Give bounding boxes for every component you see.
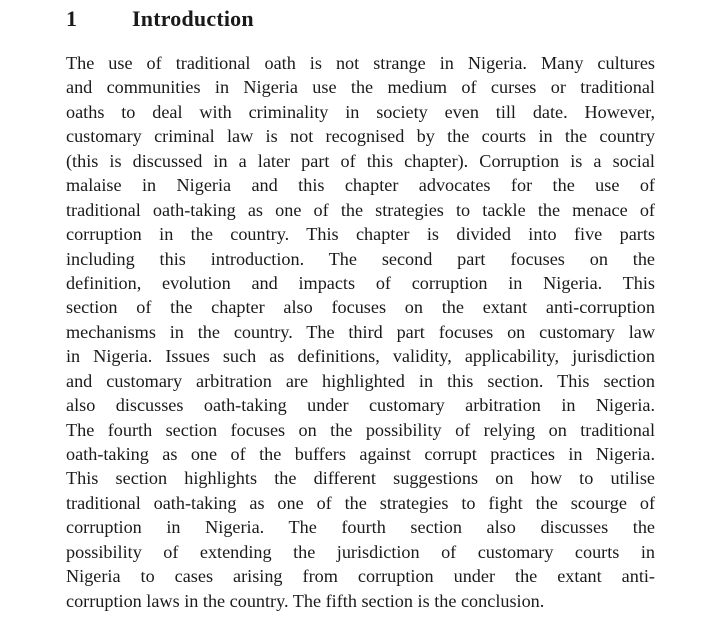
paragraph-line: This section highlights the different suggestions on how to utilise	[66, 468, 655, 489]
paragraph-line: possibility of extending the jurisdiction of customary courts in	[66, 541, 655, 562]
paragraph-line: including this introduction. The second part focuses on the	[66, 248, 655, 269]
paragraph-line: (this is discussed in a later part of this chapter). Corruption is a social	[66, 150, 655, 171]
paragraph-line: customary criminal law is not recognised by the courts in the country	[66, 126, 655, 147]
section-heading	[66, 4, 254, 34]
paragraph-line: Nigeria to cases arising from corruption under the extant anti-	[66, 566, 655, 587]
paragraph-line: and communities in Nigeria use the medium of curses or traditional	[66, 77, 655, 98]
paragraph-line: oath-taking as one of the buffers against corrupt practices in Nigeria.	[66, 444, 655, 464]
paragraph-line: The fourth section focuses on the possibility of relying on traditional	[66, 419, 655, 440]
paragraph-line: oaths to deal with criminality in society even till date. However,	[66, 101, 655, 122]
section-title: Introduction	[132, 6, 254, 31]
paragraph-line: section of the chapter also focuses on the extant anti-corruption	[66, 297, 655, 318]
paragraph-line: also discusses oath-taking under customary arbitration in Nigeria.	[66, 395, 655, 416]
paragraph-line: in Nigeria. Issues such as definitions, validity, applicability, jurisdiction	[66, 346, 655, 367]
paragraph-line: definition, evolution and impacts of corruption in Nigeria. This	[66, 272, 655, 293]
paragraph-line: corruption in Nigeria. The fourth section also discusses the	[66, 517, 655, 538]
paragraph-line: traditional oath-taking as one of the strategies to tackle the menace of	[66, 199, 655, 220]
paragraph-line: malaise in Nigeria and this chapter advocates for the use of	[66, 175, 655, 196]
introduction-paragraph	[66, 51, 655, 613]
section-number: 1	[66, 6, 78, 31]
paragraph-line: corruption in the country. This chapter is divided into five parts	[66, 224, 655, 245]
paragraph-line: mechanisms in the country. The third part focuses on customary law	[66, 321, 655, 342]
paragraph-line: corruption laws in the country. The fifth section is the conclusion.	[66, 590, 545, 611]
paragraph-line: and customary arbitration are highlighted in this section. This section	[66, 370, 655, 391]
paragraph-line: The use of traditional oath is not strange in Nigeria. Many cultures	[66, 53, 655, 73]
paragraph-line: traditional oath-taking as one of the strategies to fight the scourge of	[66, 492, 655, 513]
